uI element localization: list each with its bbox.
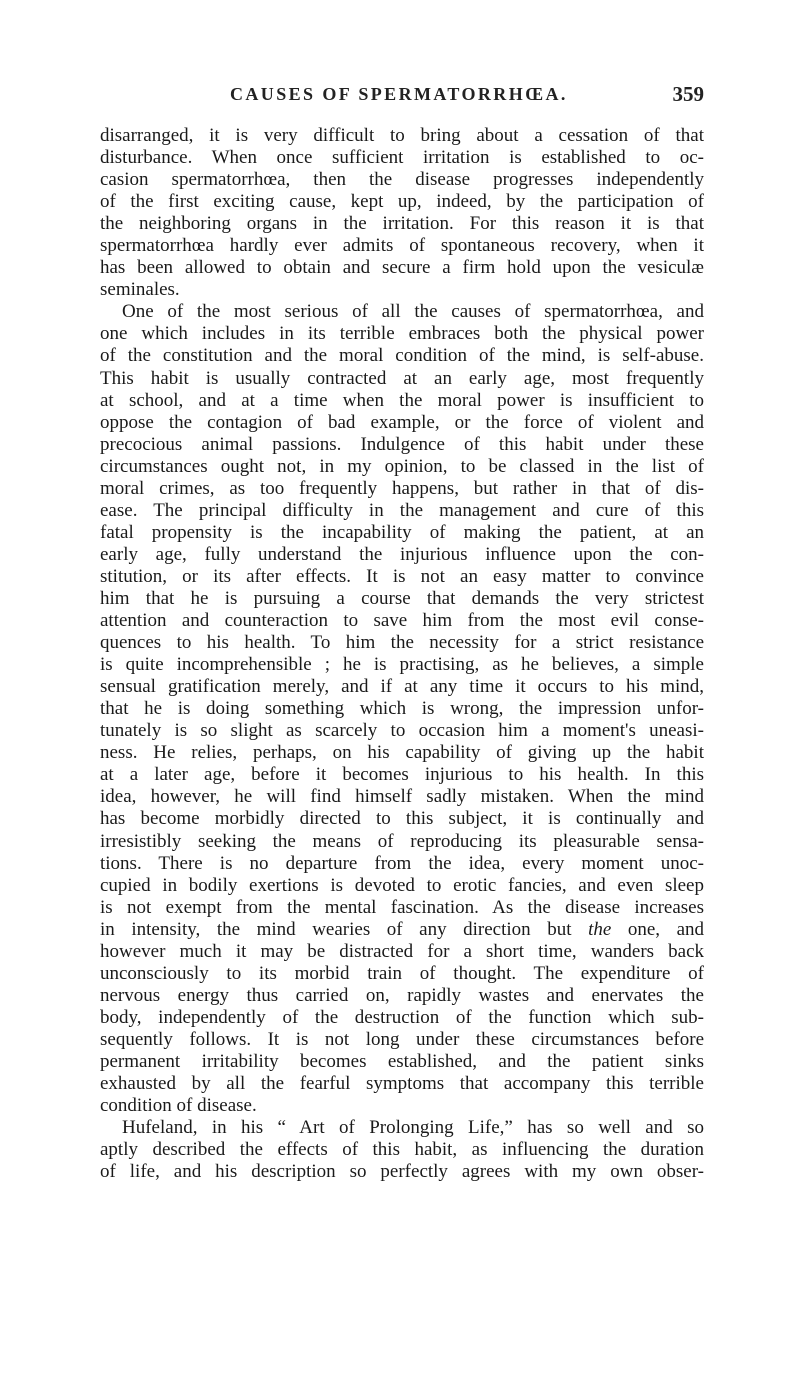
text-line: ease. The principal difficulty in the management and cure of this: [100, 499, 704, 521]
text-line: him that he is pursuing a course that demands the very strictest: [100, 587, 704, 609]
text-line: moral crimes, as too frequently happens, but rather in that of dis-: [100, 477, 704, 499]
text-line: irresistibly seeking the means of reproducing its pleasurable sensa-: [100, 830, 704, 852]
text-line: is not exempt from the mental fascination. As the disease increases: [100, 896, 704, 918]
text-line: at school, and at a time when the moral power is insufficient to: [100, 389, 704, 411]
text-line: of the first exciting cause, kept up, indeed, by the participation of: [100, 191, 704, 213]
page-number: 359: [672, 82, 704, 106]
text-segment: one, and: [611, 918, 704, 940]
text-line: sequently follows. It is not long under these circumstances before: [100, 1028, 704, 1050]
text-line: disturbance. When once sufficient irritation is established to oc-: [100, 147, 704, 169]
paragraph-2: [100, 301, 704, 1117]
text-line: This habit is usually contracted at an early age, most frequently: [100, 367, 704, 389]
text-line: permanent irritability becomes established, and the patient sinks: [100, 1050, 704, 1072]
text-line: One of the most serious of all the causes of spermatorrhœa, and: [122, 301, 704, 323]
text-line: of life, and his description so perfectly agrees with my own obser-: [100, 1161, 704, 1183]
body-text: [100, 125, 704, 1183]
text-line: disarranged, it is very difficult to bring about a cessation of that: [100, 125, 704, 146]
text-line: early age, fully understand the injurious influence upon the con-: [100, 543, 704, 565]
text-line: attention and counteraction to save him from the most evil conse-: [100, 610, 704, 632]
running-head: [100, 84, 704, 110]
text-line: spermatorrhœa hardly ever admits of spontaneous recovery, when it: [100, 235, 704, 257]
running-title: CAUSES OF SPERMATORRHŒA.: [230, 84, 568, 104]
paragraph-1: [100, 125, 704, 301]
italic-word: the: [588, 918, 612, 940]
text-line: exhausted by all the fearful symptoms that accompany this terrible: [100, 1073, 704, 1095]
text-line: oppose the contagion of bad example, or the force of violent and: [100, 411, 704, 433]
text-line: stitution, or its after effects. It is not an easy matter to convince: [100, 565, 704, 587]
text-line: precocious animal passions. Indulgence of this habit under these: [100, 433, 704, 455]
text-line: seminales.: [100, 279, 180, 301]
text-line: is quite incomprehensible ; he is practising, as he believes, a simple: [100, 654, 704, 676]
text-line: cupied in bodily exertions is devoted to erotic fancies, and even sleep: [100, 874, 704, 896]
text-line: nervous energy thus carried on, rapidly wastes and enervates the: [100, 984, 704, 1006]
text-line: circumstances ought not, in my opinion, to be classed in the list of: [100, 455, 704, 477]
text-line: ness. He relies, perhaps, on his capability of giving up the habit: [100, 742, 704, 764]
text-line: of the constitution and the moral condition of the mind, is self-abuse.: [100, 345, 704, 367]
text-line: casion spermatorrhœa, then the disease progresses independently: [100, 169, 704, 191]
text-line: quences to his health. To him the necessity for a strict resistance: [100, 632, 704, 654]
text-line: unconsciously to its morbid train of thought. The expenditure of: [100, 962, 704, 984]
text-line: fatal propensity is the incapability of making the patient, at an: [100, 521, 704, 543]
text-line: at a later age, before it becomes injurious to his health. In this: [100, 764, 704, 786]
text-line: sensual gratification merely, and if at any time it occurs to his mind,: [100, 676, 704, 698]
text-line: tions. There is no departure from the idea, every moment unoc-: [100, 852, 704, 874]
text-line: the neighboring organs in the irritation. For this reason it is that: [100, 213, 704, 235]
text-line: aptly described the effects of this habit, as influencing the duration: [100, 1139, 704, 1161]
text-line: has been allowed to obtain and secure a firm hold upon the vesiculæ: [100, 257, 704, 279]
text-line: that he is doing something which is wrong, the impression unfor-: [100, 698, 704, 720]
text-line: body, independently of the destruction of the function which sub-: [100, 1006, 704, 1028]
text-line: idea, however, he will find himself sadly mistaken. When the mind: [100, 786, 704, 808]
text-line: condition of disease.: [100, 1095, 257, 1117]
text-line: Hufeland, in his “ Art of Prolonging Life,” has so well and so: [122, 1117, 704, 1139]
text-line: has become morbidly directed to this subject, it is continually and: [100, 808, 704, 830]
text-line: one which includes in its terrible embraces both the physical power: [100, 323, 704, 345]
text-line-with-italic: [100, 919, 704, 941]
text-line: tunately is so slight as scarcely to occasion him a moment's uneasi-: [100, 720, 704, 742]
text-line: however much it may be distracted for a short time, wanders back: [100, 940, 704, 962]
text-segment: in intensity, the mind wearies of any direction but: [100, 918, 572, 940]
paragraph-3: [100, 1117, 704, 1183]
